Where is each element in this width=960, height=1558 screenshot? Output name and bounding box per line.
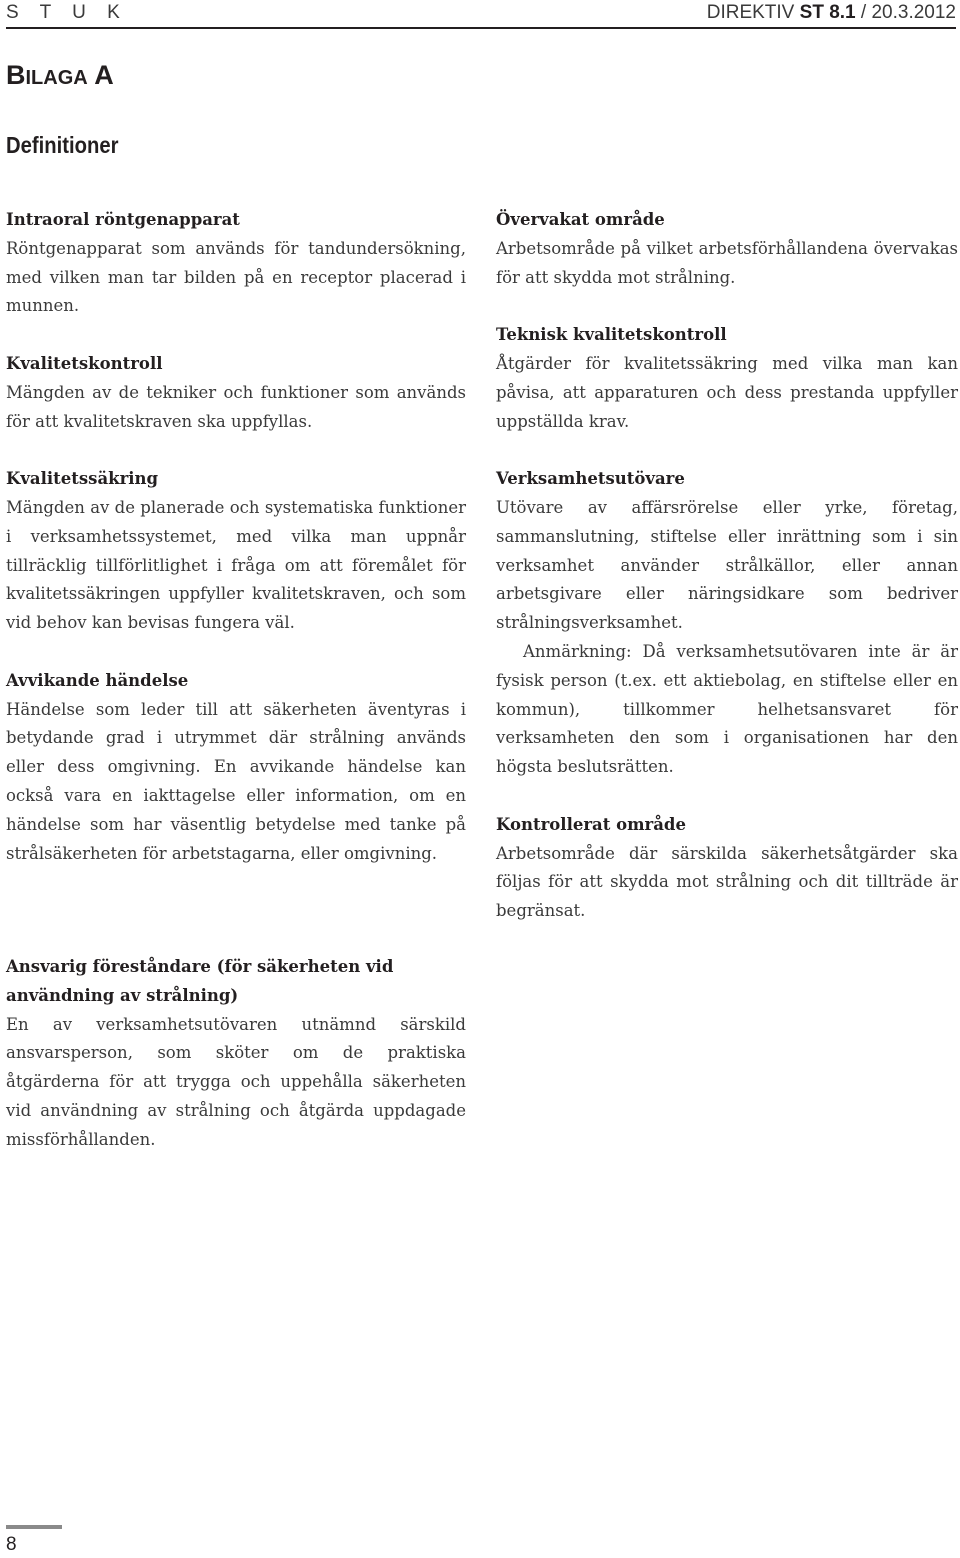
- definition-term: Kontrollerat område: [496, 814, 686, 834]
- appendix-heading: BILAGA A: [6, 60, 114, 90]
- definition-term: Intraoral röntgenapparat: [6, 210, 240, 229]
- definition-text: Mängden av de tekniker och funktioner som används för att kvalitetskraven ska uppfyllas.: [6, 382, 466, 431]
- footer-rule: [6, 1525, 62, 1529]
- definition-entry: [496, 465, 958, 782]
- definition-term: Kvalitetssäkring: [6, 469, 159, 489]
- definition-entry: [6, 206, 466, 321]
- running-header: [6, 0, 956, 26]
- definition-text: Mängden av de planerade och systematiska funktioner i verksamhetssystemet, med vilka man uppnår tillräcklig tillförlitlighet i fråga om att föremålet för kvalitetssäkringen uppfyller kvalitetskraven, och som vid behov kan bevisas fungera väl.: [6, 497, 466, 633]
- definition-entry: [6, 465, 466, 638]
- header-publisher: S T U K: [6, 2, 128, 23]
- definition-text: En av verksamhetsutövaren utnämnd särskild ansvarsperson, som sköter om de praktiska åtgärderna för att trygga och uppehålla säkerheten vid användning av strålning och åtgärda uppdagade missförhållanden.: [6, 1014, 466, 1149]
- right-column: [496, 206, 958, 955]
- definition-term: Övervakat område: [496, 210, 665, 229]
- definition-term: Ansvarig föreståndare (för säkerheten vid användning av strålning): [6, 957, 394, 1005]
- definition-note: Anmärkning: Då verksamhetsutövaren inte är är fysisk person (t.ex. ett aktiebolag, en stiftelse eller en kommun), tillkommer helhetsansvaret för verksamheten den som i organisationen har den högsta beslutsrätten.: [496, 641, 958, 777]
- section-title: Definitioner: [6, 132, 119, 158]
- definition-term: Verksamhetsutövare: [496, 469, 685, 489]
- definition-text: Händelse som leder till att säkerheten äventyras i betydande grad i utrymmet där strålning används eller dess omgivning. En avvikande händelse kan också vara en iakttagelse eller information, om en händelse som har väsentlig betydelse med tanke på strålsäkerheten för arbetstagarna, eller omgivning.: [6, 699, 466, 863]
- definition-entry: [496, 206, 958, 292]
- left-column: [6, 206, 466, 897]
- definition-text: Röntgenapparat som används för tandundersökning, med vilken man tar bilden på en receptor placerad i munnen.: [6, 238, 466, 316]
- definition-entry: [6, 350, 466, 436]
- definition-text: Åtgärder för kvalitetssäkring med vilka man kan påvisa, att apparaturen och dess prestanda uppfyller uppställda krav.: [496, 353, 958, 431]
- definition-text: Arbetsområde där särskilda säkerhetsåtgärder ska följas för att skydda mot strålning och dit tillträde är begränsat.: [496, 843, 958, 921]
- definition-term: Teknisk kvalitetskontroll: [496, 325, 727, 345]
- definition-entry: [496, 321, 958, 436]
- definition-term: Kvalitetskontroll: [6, 353, 163, 373]
- definition-entry: [496, 811, 958, 926]
- definition-term: Avvikande händelse: [6, 670, 189, 690]
- definition-text: Utövare av affärsrörelse eller yrke, företag, sammanslutning, stiftelse eller inrättning som i sin verksamhet använder strålkällor, eller annan arbetsgivare eller näringsidkare som bedriver strålningsverksamhet.: [496, 497, 958, 633]
- header-rule: [6, 27, 956, 29]
- definition-text: Arbetsområde på vilket arbetsförhållandena övervakas för att skydda mot strålning.: [496, 238, 958, 287]
- definition-entry-bottom: [6, 953, 466, 1155]
- header-document-id: DIREKTIV ST 8.1 / 20.3.2012: [706, 2, 956, 23]
- page-number: 8: [6, 1534, 17, 1555]
- definition-entry: [6, 667, 466, 869]
